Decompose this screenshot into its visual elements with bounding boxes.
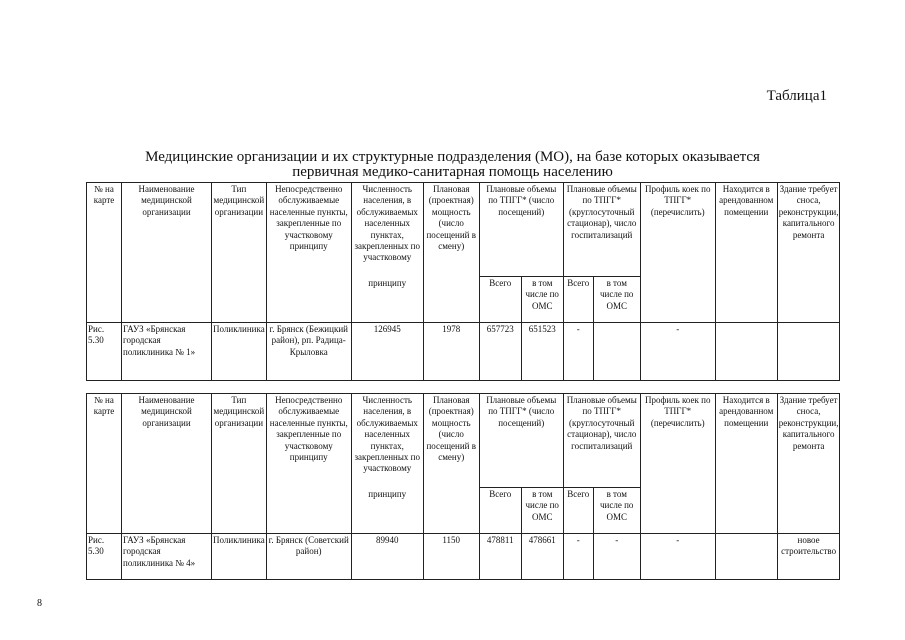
header-ppgt-hosp: Плановые объемы по ТПГГ* (круглосуточный стационар), число госпитализаций — [563, 183, 640, 277]
header-type: Тип медицинской организации — [212, 394, 267, 534]
header-visits-oms: в том числе по ОМС — [521, 488, 563, 534]
table-label: Таблица1 — [766, 88, 827, 104]
header-num: № на карте — [87, 183, 122, 323]
row-visits-total: 657723 — [479, 323, 521, 381]
row-num: Рис. 5.30 — [87, 323, 122, 381]
header-name: Наименование медицинской организации — [122, 394, 212, 534]
row-num: Рис. 5.30 — [87, 534, 122, 580]
header-population: Численность населения, в обслуживаемых населенных пунктах, закрепленных по участковому — [351, 394, 423, 488]
row-profile: - — [640, 323, 715, 381]
header-capacity: Плановая (проектная) мощность (число посещений в смену) — [423, 394, 479, 534]
header-type: Тип медицинской организации — [212, 183, 267, 323]
page-number: 8 — [37, 598, 42, 609]
row-population: 126945 — [351, 323, 423, 381]
row-type: Поликлиника — [212, 323, 267, 381]
header-ppgt: Плановые объемы по ТПГГ* (число посещений) — [479, 394, 563, 488]
header-capacity: Плановая (проектная) мощность (число посещений в смену) — [423, 183, 479, 323]
header-profile: Профиль коек по ТПГГ* (перечислить) — [640, 183, 715, 323]
header-visits-total: Всего — [479, 488, 521, 534]
header-population-cont: принципу — [351, 277, 423, 323]
header-hosp-oms: в том числе по ОМС — [593, 277, 640, 323]
header-visits-total: Всего — [479, 277, 521, 323]
row-visits-oms: 651523 — [521, 323, 563, 381]
row-building — [777, 323, 840, 381]
header-hosp-total: Всего — [563, 277, 593, 323]
header-building: Здание требует сноса, реконструкции, капитального ремонта — [777, 183, 840, 323]
row-population: 89940 — [351, 534, 423, 580]
header-hosp-oms: в том числе по ОМС — [593, 488, 640, 534]
row-type: Поликлиника — [212, 534, 267, 580]
header-building: Здание требует сноса, реконструкции, капитального ремонта — [777, 394, 840, 534]
header-ppgt-hosp: Плановые объемы по ТПГГ* (круглосуточный стационар), число госпитализаций — [563, 394, 640, 488]
row-rented — [715, 534, 777, 580]
row-rented — [715, 323, 777, 381]
mo-table-2 — [86, 393, 840, 580]
header-num: № на карте — [87, 394, 122, 534]
table-row — [87, 323, 840, 381]
header-ppgt: Плановые объемы по ТПГГ* (число посещений) — [479, 183, 563, 277]
row-capacity: 1978 — [423, 323, 479, 381]
mo-table-1 — [86, 182, 840, 381]
row-hosp-oms: - — [593, 534, 640, 580]
header-visits-oms: в том числе по ОМС — [521, 277, 563, 323]
header-profile: Профиль коек по ТПГГ* (перечислить) — [640, 394, 715, 534]
header-hosp-total: Всего — [563, 488, 593, 534]
row-capacity: 1150 — [423, 534, 479, 580]
row-name: ГАУЗ «Брянская городская поликлиника № 4» — [122, 534, 212, 580]
heading-line-2: первичная медико-санитарная помощь населению — [292, 164, 613, 180]
row-served: г. Брянск (Советский район) — [266, 534, 351, 580]
page-heading — [0, 150, 905, 180]
header-served: Непосредственно обслуживаемые населенные пункты, закрепленные по участковому принципу — [266, 183, 351, 323]
header-population-cont: принципу — [351, 488, 423, 534]
header-rented: Находится в арендованном помещении — [715, 183, 777, 323]
header-name: Наименование медицинской организации — [122, 183, 212, 323]
row-hosp-oms — [593, 323, 640, 381]
header-rented: Находится в арендованном помещении — [715, 394, 777, 534]
row-visits-total: 478811 — [479, 534, 521, 580]
header-served: Непосредственно обслуживаемые населенные пункты, закрепленные по участковому принципу — [266, 394, 351, 534]
heading-line-1: Медицинские организации и их структурные подразделения (МО), на базе которых оказывается — [145, 149, 760, 165]
row-profile: - — [640, 534, 715, 580]
row-visits-oms: 478661 — [521, 534, 563, 580]
header-population: Численность населения, в обслуживаемых населенных пунктах, закрепленных по участковому — [351, 183, 423, 277]
table-row — [87, 534, 840, 580]
row-building: новое строительство — [777, 534, 840, 580]
row-name: ГАУЗ «Брянская городская поликлиника № 1» — [122, 323, 212, 381]
row-hosp-total: - — [563, 323, 593, 381]
row-hosp-total: - — [563, 534, 593, 580]
row-served: г. Брянск (Бежицкий район), рп. Радица-Крыловка — [266, 323, 351, 381]
